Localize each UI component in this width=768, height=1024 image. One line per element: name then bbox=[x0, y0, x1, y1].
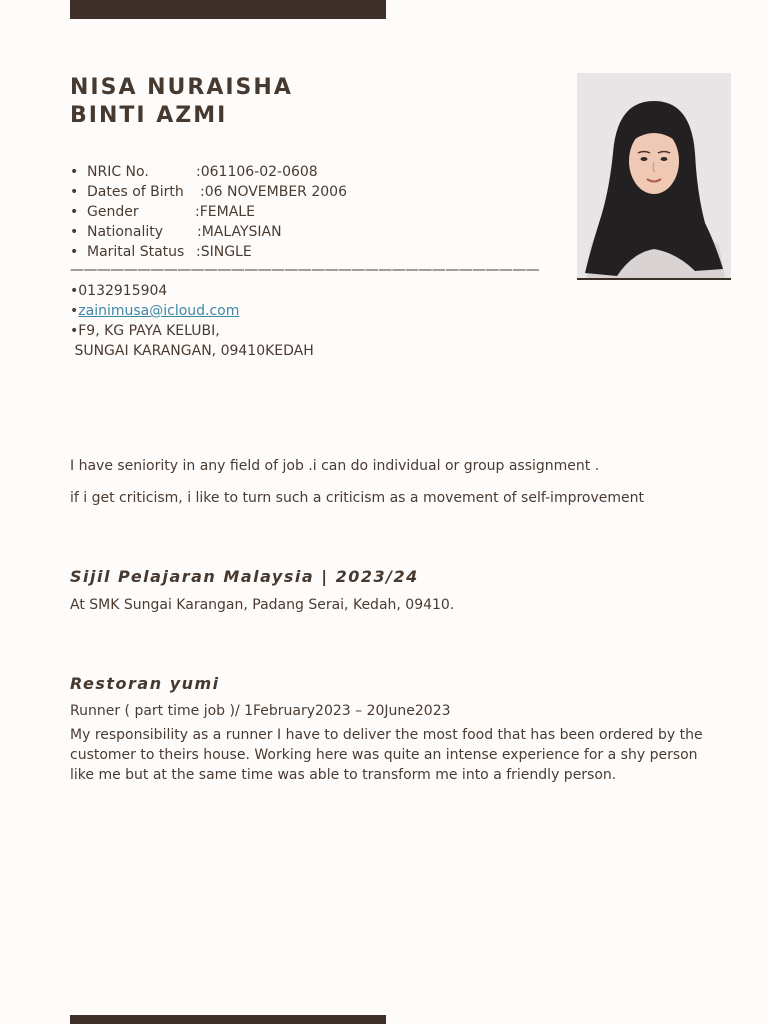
top-accent-bar bbox=[70, 0, 386, 19]
education-title: Sijil Pelajaran Malaysia | 2023/24 bbox=[70, 567, 419, 586]
detail-value: :06 NOVEMBER 2006 bbox=[200, 184, 347, 200]
bullet: • bbox=[70, 164, 79, 180]
education-detail: At SMK Sungai Karangan, Padang Serai, Kedah, 09410. bbox=[70, 597, 455, 613]
detail-value: :FEMALE bbox=[195, 204, 255, 220]
bullet: • bbox=[70, 204, 79, 220]
bullet: • bbox=[70, 184, 79, 200]
contact-details bbox=[70, 281, 314, 361]
bullet: • bbox=[70, 224, 79, 240]
experience-description: My responsibility as a runner I have to deliver the most food that has been ordered by the customer to theirs house. Working here was quite an intense experience for a shy person like me but at the same time was able to transform me into a friendly person. bbox=[70, 727, 703, 783]
experience-subtitle: Runner ( part time job )/ 1February2023 – 20June2023 bbox=[70, 703, 451, 719]
summary-paragraph: I have seniority in any field of job .i can do individual or group assignment . bbox=[70, 458, 600, 474]
email-line bbox=[70, 301, 314, 321]
detail-value: :MALAYSIAN bbox=[197, 224, 282, 240]
name-line-1: NISA NURAISHA bbox=[70, 75, 293, 100]
phone-number: •0132915904 bbox=[70, 283, 168, 299]
address-line-2: SUNGAI KARANGAN, 09410KEDAH bbox=[70, 343, 314, 359]
name-line-2: BINTI AZMI bbox=[70, 103, 228, 128]
experience-title: Restoran yumi bbox=[70, 674, 220, 693]
detail-label: NRIC No. bbox=[87, 164, 149, 180]
detail-label: Dates of Birth bbox=[87, 184, 184, 200]
address-line-1: •F9, KG PAYA KELUBI, bbox=[70, 323, 220, 339]
bottom-accent-bar bbox=[70, 1015, 386, 1024]
detail-value: :SINGLE bbox=[196, 244, 252, 260]
profile-photo-illustration bbox=[577, 73, 731, 278]
bullet: • bbox=[70, 244, 79, 260]
summary-paragraph: if i get criticism, i like to turn such a criticism as a movement of self-improvement bbox=[70, 490, 644, 506]
email-link[interactable]: zainimusa@icloud.com bbox=[78, 303, 240, 319]
profile-summary bbox=[70, 456, 710, 520]
detail-value: :061106-02-0608 bbox=[196, 164, 318, 180]
bullet: • bbox=[70, 303, 79, 319]
divider-line: ——————————————————————————————————— bbox=[70, 262, 540, 278]
profile-photo bbox=[577, 73, 731, 280]
detail-label: Gender bbox=[87, 204, 139, 220]
full-name bbox=[70, 74, 293, 130]
detail-label: Marital Status bbox=[87, 244, 185, 260]
detail-label: Nationality bbox=[87, 224, 164, 240]
